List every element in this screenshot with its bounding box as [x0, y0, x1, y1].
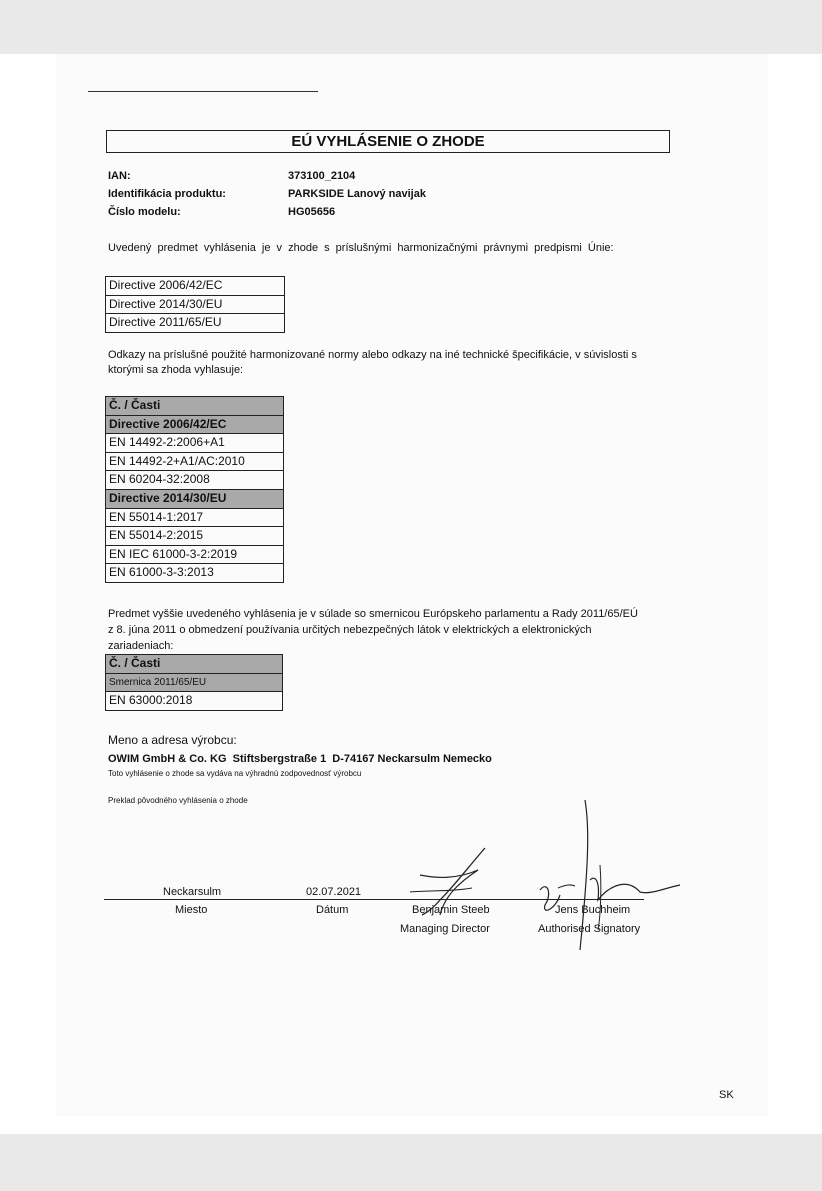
rohs-text-line1: Predmet vyššie uvedeného vyhlásenia je v súlade so smernicou Európskeho parlamentu a Rady 2011/65/EÚ	[108, 608, 638, 620]
rohs-table	[105, 654, 283, 711]
table-row	[106, 655, 283, 674]
header-rule	[88, 91, 318, 92]
rohs-text-line2: z 8. júna 2011 o obmedzení používania určitých nebezpečných látok v elektrických a elektronických	[108, 624, 592, 636]
signer1-title: Managing Director	[400, 923, 490, 935]
table-row	[106, 489, 284, 508]
standard-cell: EN 60204-32:2008	[106, 471, 284, 490]
place-value: Neckarsulm	[163, 886, 222, 898]
table-row	[106, 471, 284, 490]
manufacturer-label: Meno a adresa výrobcu:	[108, 733, 237, 747]
table-row	[106, 295, 285, 314]
directive-cell: Directive 2014/30/EU	[106, 295, 285, 314]
signer2-title: Authorised Signatory	[538, 923, 641, 935]
model-label: Číslo modelu:	[108, 206, 181, 218]
references-text-line2: ktorými sa zhoda vyhlasuje:	[108, 364, 244, 376]
standards-section-cell: Directive 2014/30/EU	[106, 489, 284, 508]
rohs-header-cell: Č. / Časti	[106, 655, 283, 674]
language-code: SK	[719, 1089, 734, 1101]
table-row	[106, 527, 284, 546]
standard-cell: EN 14492-2:2006+A1	[106, 434, 284, 453]
table-row	[106, 397, 284, 416]
product-value: PARKSIDE Lanový navijak	[288, 188, 426, 200]
rohs-standard-cell: EN 63000:2018	[106, 692, 283, 711]
directive-cell: Directive 2006/42/EC	[106, 277, 285, 296]
standard-cell: EN 55014-2:2015	[106, 527, 284, 546]
directive-cell: Directive 2011/65/EU	[106, 314, 285, 333]
signature-1-icon	[400, 840, 510, 920]
table-row	[106, 545, 284, 564]
table-row	[106, 673, 283, 692]
conformity-statement: Uvedený predmet vyhlásenia je v zhode s príslušnými harmonizačnými právnymi predpismi Únie:	[108, 242, 614, 254]
table-row	[106, 508, 284, 527]
ian-value: 373100_2104	[288, 170, 356, 182]
table-row	[106, 452, 284, 471]
standards-table	[105, 396, 284, 583]
standards-header-cell: Č. / Časti	[106, 397, 284, 416]
table-row	[106, 434, 284, 453]
signer1-name: Benjamin Steeb	[412, 904, 490, 916]
standard-cell: EN 61000-3-3:2013	[106, 564, 284, 583]
responsibility-note: Toto vyhlásenie o zhode sa vydáva na výhradnú zodpovednosť výrobcu	[108, 769, 362, 778]
standards-section-cell: Directive 2006/42/EC	[106, 415, 284, 434]
model-value: HG05656	[288, 206, 336, 218]
ian-label: IAN:	[108, 170, 131, 182]
signature-2-icon	[530, 800, 690, 960]
table-row	[106, 314, 285, 333]
standard-cell: EN IEC 61000-3-2:2019	[106, 545, 284, 564]
table-row	[106, 415, 284, 434]
rohs-section-cell: Smernica 2011/65/EU	[106, 673, 283, 692]
date-value: 02.07.2021	[306, 886, 362, 898]
rohs-text-line3: zariadeniach:	[108, 640, 174, 652]
standard-cell: EN 55014-1:2017	[106, 508, 284, 527]
place-label: Miesto	[175, 904, 208, 916]
table-row	[106, 564, 284, 583]
signer2-name: Jens Buchheim	[555, 904, 631, 916]
translation-note: Preklad pôvodného vyhlásenia o zhode	[108, 796, 248, 805]
table-row	[106, 277, 285, 296]
directives-table	[105, 276, 285, 333]
date-label: Dátum	[316, 904, 349, 916]
references-text-line1: Odkazy na príslušné použité harmonizované normy alebo odkazy na iné technické špecifikácie, v súvislosti s	[108, 349, 637, 361]
standard-cell: EN 14492-2+A1/AC:2010	[106, 452, 284, 471]
manufacturer-address: OWIM GmbH & Co. KG Stiftsbergstraße 1 D-74167 Neckarsulm Nemecko	[108, 753, 492, 765]
product-label: Identifikácia produktu:	[108, 188, 226, 200]
table-row	[106, 692, 283, 711]
document-title: EÚ VYHLÁSENIE O ZHODE	[106, 130, 670, 153]
